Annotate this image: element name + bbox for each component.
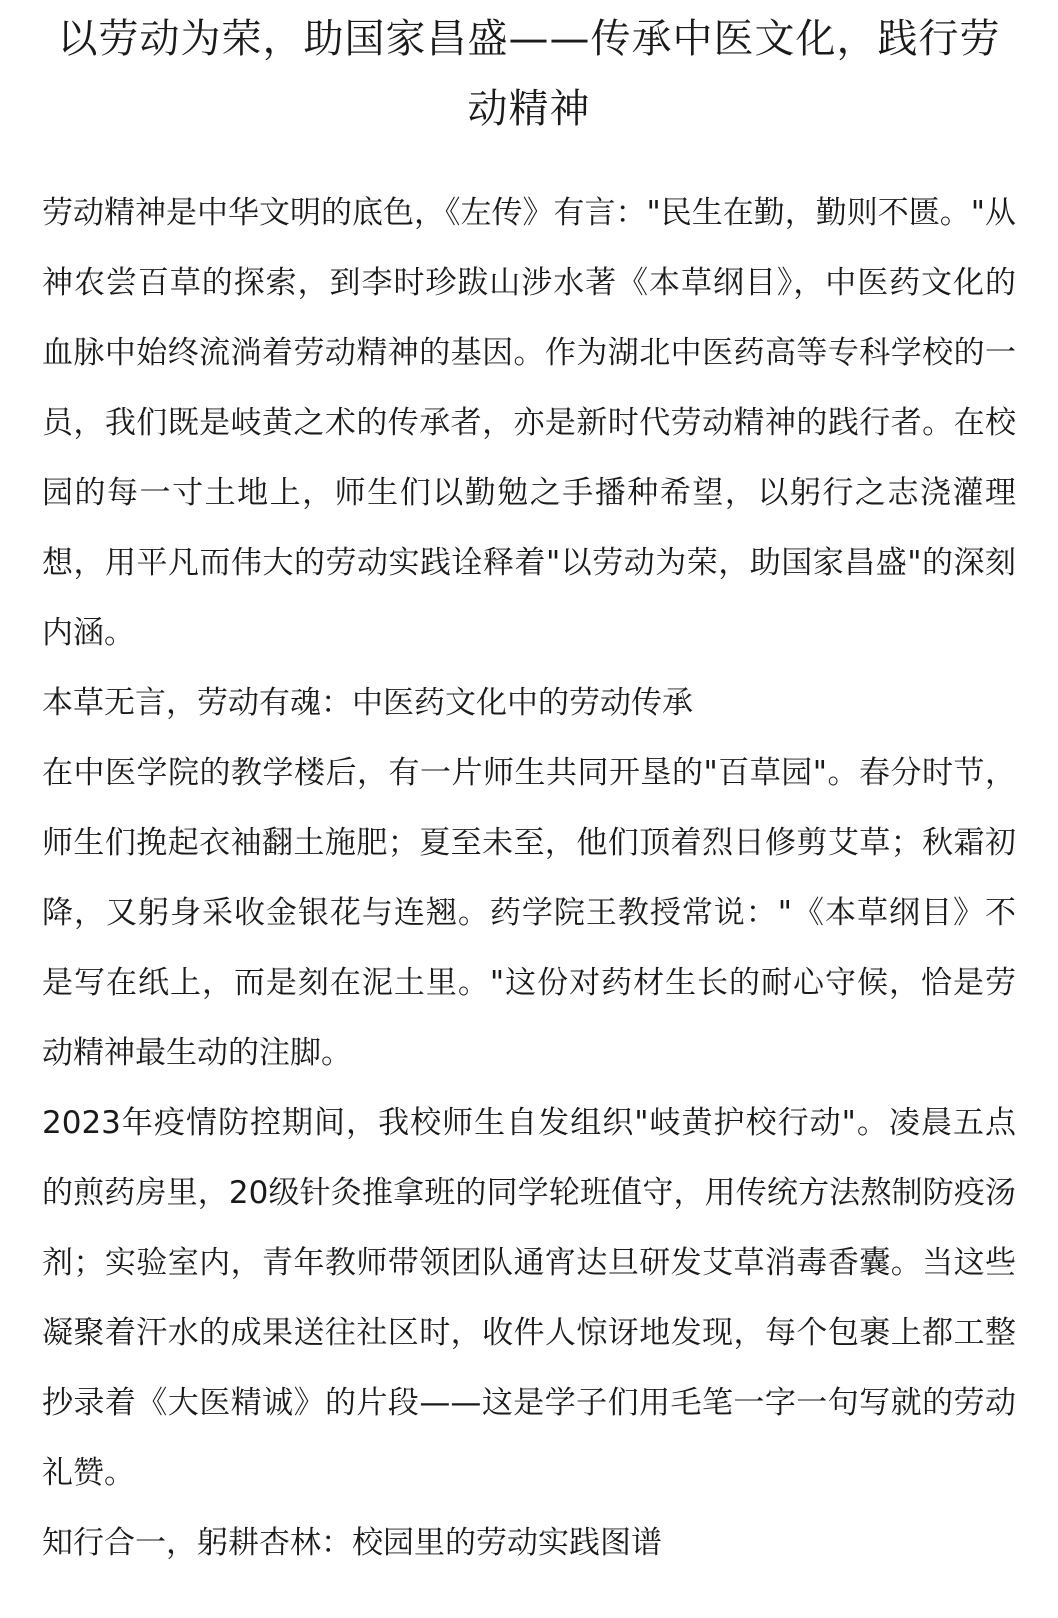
section-heading-practice: 知行合一，躬耕杏林：校园里的劳动实践图谱 [42,1525,662,1561]
epidemic-action-paragraph: 2023年疫情防控期间，我校师生自发组织"岐黄护校行动"。凌晨五点的煎药房里，20级针灸推拿班的同学轮班值守，用传统方法熬制防疫汤剂；实验室内，青年教师带领团队通宵达旦研发艾草消毒香囊。当这些凝聚着汗水的成果送往社区时，收件人惊讶地发现，每个包裹上都工整抄录着《大医精诚》的片段——这是学子们用毛笔一字一句写就的劳动礼赞。 [42,1105,1016,1491]
intro-paragraph: 劳动精神是中华文明的底色，《左传》有言："民生在勤，勤则不匮。"从神农尝百草的探索，到李时珍跋山涉水著《本草纲目》，中医药文化的血脉中始终流淌着劳动精神的基因。作为湖北中医药高等专科学校的一员，我们既是岐黄之术的传承者，亦是新时代劳动精神的践行者。在校园的每一寸土地上，师生们以勤勉之手播种希望，以躬行之志浇灌理想，用平凡而伟大的劳动实践诠释着"以劳动为荣，助国家昌盛"的深刻内涵。 [42,195,1017,651]
section-heading-herbal-labor: 本草无言，劳动有魂：中医药文化中的劳动传承 [42,685,693,721]
article-body [42,178,1016,1578]
herb-garden-paragraph: 在中医学院的教学楼后，有一片师生共同开垦的"百草园"。春分时节，师生们挽起衣袖翻土施肥；夏至未至，他们顶着烈日修剪艾草；秋霜初降，又躬身采收金银花与连翘。药学院王教授常说："《本草纲目》不是写在纸上，而是刻在泥土里。"这份对药材生长的耐心守候，恰是劳动精神最生动的注脚。 [42,755,1016,1071]
article-title: 以劳动为荣，助国家昌盛——传承中医文化，践行劳动精神 [57,16,1001,132]
